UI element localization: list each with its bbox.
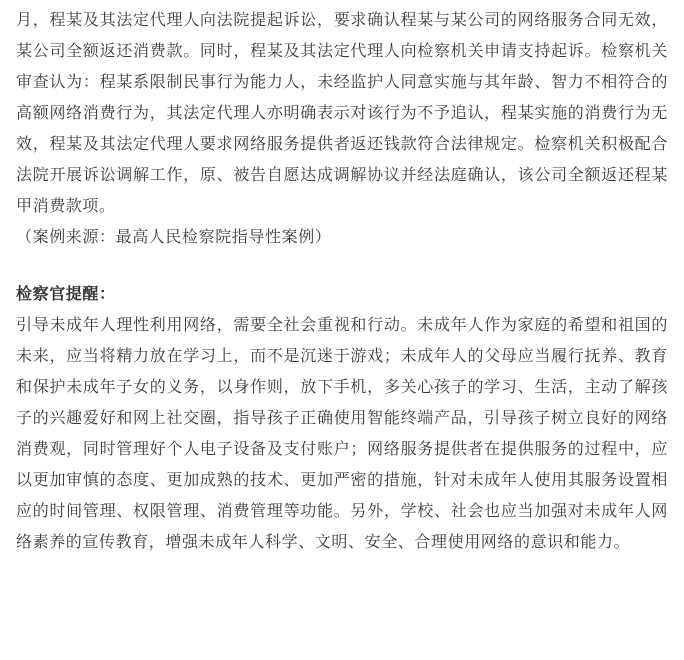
reminder-heading: 检察官提醒：	[16, 284, 116, 303]
article-body	[16, 0, 668, 557]
case-source: （案例来源：最高人民检察院指导性案例）	[16, 227, 332, 246]
case-paragraph: 月，程某及其法定代理人向法院提起诉讼，要求确认程某与某公司的网络服务合同无效，某公司全额返还消费款。同时，程某及其法定代理人向检察机关申请支持起诉。检察机关审查认为：程某系限制民事行为能力人，未经监护人同意实施与其年龄、智力不相符合的高额网络消费行为，其法定代理人亦明确表示对该行为不予追认，程某实施的消费行为无效，程某及其法定代理人要求网络服务提供者返还钱款符合法律规定。检察机关积极配合法院开展诉讼调解工作，原、被告自愿达成调解协议并经法庭确认，该公司全额返还程某甲消费款项。	[16, 10, 668, 215]
reminder-paragraph: 引导未成年人理性利用网络，需要全社会重视和行动。未成年人作为家庭的希望和祖国的未来，应当将精力放在学习上，而不是沉迷于游戏；未成年人的父母应当履行抚养、教育和保护未成年子女的义务，以身作则，放下手机，多关心孩子的学习、生活，主动了解孩子的兴趣爱好和网上社交圈，指导孩子正确使用智能终端产品，引导孩子树立良好的网络消费观，同时管理好个人电子设备及支付账户；网络服务提供者在提供服务的过程中，应以更加审慎的态度、更加成熟的技术、更加严密的措施，针对未成年人使用其服务设置相应的时间管理、权限管理、消费管理等功能。另外，学校、社会也应当加强对未成年人网络素养的宣传教育，增强未成年人科学、文明、安全、合理使用网络的意识和能力。	[16, 315, 668, 551]
